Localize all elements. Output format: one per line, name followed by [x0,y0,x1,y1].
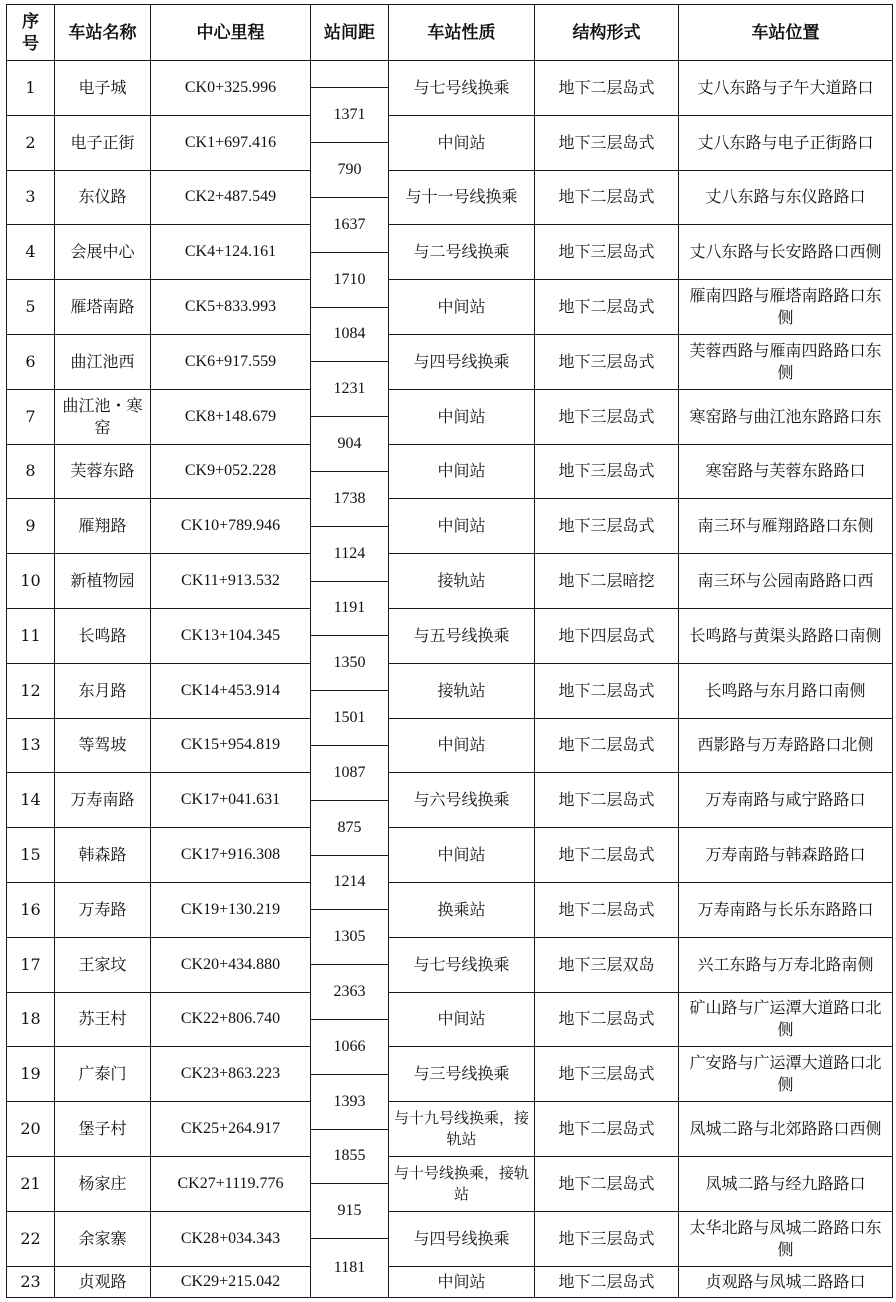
row-seq: 16 [6,882,55,938]
row-center-mileage: CK13+104.345 [150,608,311,664]
row-station-name: 雁翔路 [54,498,151,554]
row-center-mileage: CK14+453.914 [150,663,311,719]
row-station-name: 长鸣路 [54,608,151,664]
row-center-mileage: CK23+863.223 [150,1046,311,1102]
row-structure-form: 地下三层双岛 [534,937,679,993]
row-station-name: 东月路 [54,663,151,719]
row-station-nature: 换乘站 [388,882,535,938]
row-structure-form: 地下二层岛式 [534,279,679,335]
row-station-name: 电子正街 [54,115,151,171]
row-station-location: 寒窑路与曲江池东路路口东 [678,389,893,445]
row-station-distance: 1191 [310,581,389,637]
row-seq: 15 [6,827,55,883]
row-seq: 13 [6,718,55,774]
row-structure-form: 地下三层岛式 [534,115,679,171]
row-center-mileage: CK6+917.559 [150,334,311,390]
row-station-nature: 与四号线换乘 [388,334,535,390]
row-station-nature: 接轨站 [388,663,535,719]
row-station-distance: 1214 [310,855,389,911]
row-station-distance: 1738 [310,471,389,527]
row-station-location: 丈八东路与电子正街路口 [678,115,893,171]
row-station-location: 丈八东路与子午大道路口 [678,60,893,116]
row-center-mileage: CK19+130.219 [150,882,311,938]
row-station-name: 雁塔南路 [54,279,151,335]
row-station-distance: 1181 [310,1238,389,1298]
row-center-mileage: CK25+264.917 [150,1101,311,1157]
row-station-location: 万寿南路与韩森路路口 [678,827,893,883]
row-station-name: 万寿路 [54,882,151,938]
row-center-mileage: CK22+806.740 [150,992,311,1048]
row-structure-form: 地下二层岛式 [534,718,679,774]
row-station-name: 新植物园 [54,553,151,609]
row-station-distance: 1393 [310,1074,389,1130]
row-station-distance: 1855 [310,1129,389,1185]
row-station-nature: 中间站 [388,992,535,1048]
row-station-nature: 中间站 [388,444,535,500]
header-station-name: 车站名称 [54,4,151,61]
row-station-name: 王家坟 [54,937,151,993]
row-structure-form: 地下二层岛式 [534,772,679,828]
row-center-mileage: CK17+041.631 [150,772,311,828]
row-seq: 3 [6,170,55,226]
row-station-location: 贞观路与凤城二路路口 [678,1266,893,1298]
row-structure-form: 地下二层岛式 [534,170,679,226]
row-station-distance: 1087 [310,745,389,801]
row-seq: 22 [6,1211,55,1267]
row-seq: 23 [6,1266,55,1298]
row-station-name: 万寿南路 [54,772,151,828]
row-structure-form: 地下三层岛式 [534,1211,679,1267]
row-center-mileage: CK10+789.946 [150,498,311,554]
row-structure-form: 地下二层岛式 [534,1156,679,1212]
row-structure-form: 地下二层暗挖 [534,553,679,609]
row-station-location: 丈八东路与东仪路路口 [678,170,893,226]
row-station-nature: 与二号线换乘 [388,224,535,280]
row-center-mileage: CK9+052.228 [150,444,311,500]
row-seq: 2 [6,115,55,171]
row-station-nature: 中间站 [388,718,535,774]
row-station-name: 杨家庄 [54,1156,151,1212]
row-station-name: 贞观路 [54,1266,151,1298]
row-station-name: 广泰门 [54,1046,151,1102]
row-center-mileage: CK29+215.042 [150,1266,311,1298]
row-center-mileage: CK15+954.819 [150,718,311,774]
row-seq: 5 [6,279,55,335]
row-station-nature: 与四号线换乘 [388,1211,535,1267]
row-station-nature: 接轨站 [388,553,535,609]
row-station-nature: 与十一号线换乘 [388,170,535,226]
row-station-location: 万寿南路与咸宁路路口 [678,772,893,828]
row-station-location: 寒窑路与芙蓉东路路口 [678,444,893,500]
row-station-distance: 1710 [310,252,389,308]
row-structure-form: 地下四层岛式 [534,608,679,664]
row-station-location: 丈八东路与长安路路口西侧 [678,224,893,280]
row-center-mileage: CK0+325.996 [150,60,311,116]
row-station-nature: 与五号线换乘 [388,608,535,664]
row-seq: 21 [6,1156,55,1212]
row-station-location: 芙蓉西路与雁南四路路口东侧 [678,334,893,390]
row-seq: 12 [6,663,55,719]
row-station-location: 矿山路与广运潭大道路口北侧 [678,992,893,1048]
row-station-distance: 1124 [310,526,389,582]
row-station-location: 长鸣路与东月路口南侧 [678,663,893,719]
row-station-nature: 与六号线换乘 [388,772,535,828]
row-station-location: 凤城二路与经九路路口 [678,1156,893,1212]
row-station-nature: 中间站 [388,498,535,554]
row-station-location: 凤城二路与北郊路路口西侧 [678,1101,893,1157]
row-structure-form: 地下三层岛式 [534,1046,679,1102]
row-station-name: 余家寨 [54,1211,151,1267]
row-station-distance: 790 [310,142,389,198]
row-station-location: 长鸣路与黄渠头路路口南侧 [678,608,893,664]
row-station-distance: 1371 [310,87,389,143]
row-seq: 14 [6,772,55,828]
row-seq: 19 [6,1046,55,1102]
row-station-nature: 与十号线换乘，接轨站 [388,1156,535,1212]
row-station-nature: 与三号线换乘 [388,1046,535,1102]
row-station-distance: 1066 [310,1019,389,1075]
row-seq: 17 [6,937,55,993]
row-station-location: 太华北路与凤城二路路口东侧 [678,1211,893,1267]
row-structure-form: 地下三层岛式 [534,498,679,554]
row-center-mileage: CK17+916.308 [150,827,311,883]
row-center-mileage: CK8+148.679 [150,389,311,445]
row-station-nature: 与七号线换乘 [388,60,535,116]
row-station-distance: 904 [310,416,389,472]
row-structure-form: 地下三层岛式 [534,444,679,500]
row-center-mileage: CK27+1119.776 [150,1156,311,1212]
header-station-location: 车站位置 [678,4,893,61]
row-station-name: 东仪路 [54,170,151,226]
row-station-nature: 与七号线换乘 [388,937,535,993]
row-center-mileage: CK28+034.343 [150,1211,311,1267]
row-station-nature: 中间站 [388,279,535,335]
row-seq: 9 [6,498,55,554]
row-seq: 7 [6,389,55,445]
row-station-name: 韩森路 [54,827,151,883]
row-station-distance: 875 [310,800,389,856]
distance-blank [310,60,389,88]
row-station-nature: 与十九号线换乘，接轨站 [388,1101,535,1157]
row-station-name: 苏王村 [54,992,151,1048]
row-center-mileage: CK2+487.549 [150,170,311,226]
row-structure-form: 地下二层岛式 [534,882,679,938]
row-station-location: 广安路与广运潭大道路口北侧 [678,1046,893,1102]
row-structure-form: 地下二层岛式 [534,827,679,883]
row-center-mileage: CK11+913.532 [150,553,311,609]
row-center-mileage: CK5+833.993 [150,279,311,335]
row-seq: 4 [6,224,55,280]
row-station-distance: 1084 [310,307,389,363]
row-station-distance: 1305 [310,909,389,965]
row-station-name: 会展中心 [54,224,151,280]
row-seq: 11 [6,608,55,664]
row-station-location: 万寿南路与长乐东路路口 [678,882,893,938]
row-station-distance: 1637 [310,197,389,253]
row-station-location: 南三环与雁翔路路口东侧 [678,498,893,554]
row-seq: 18 [6,992,55,1048]
header-structure-form: 结构形式 [534,4,679,61]
row-structure-form: 地下二层岛式 [534,1101,679,1157]
row-station-nature: 中间站 [388,1266,535,1298]
row-seq: 6 [6,334,55,390]
row-center-mileage: CK1+697.416 [150,115,311,171]
row-station-location: 西影路与万寿路路口北侧 [678,718,893,774]
row-station-name: 曲江池・寒窑 [54,389,151,445]
row-structure-form: 地下三层岛式 [534,334,679,390]
row-seq: 1 [6,60,55,116]
row-structure-form: 地下二层岛式 [534,60,679,116]
row-station-nature: 中间站 [388,827,535,883]
header-station-distance: 站间距 [310,4,389,61]
row-seq: 8 [6,444,55,500]
row-station-distance: 915 [310,1183,389,1239]
header-station-nature: 车站性质 [388,4,535,61]
row-seq: 10 [6,553,55,609]
row-structure-form: 地下二层岛式 [534,992,679,1048]
row-structure-form: 地下二层岛式 [534,1266,679,1298]
row-structure-form: 地下三层岛式 [534,224,679,280]
row-station-distance: 1350 [310,635,389,691]
header-center-mileage: 中心里程 [150,4,311,61]
row-station-name: 电子城 [54,60,151,116]
row-station-name: 堡子村 [54,1101,151,1157]
row-station-distance: 1231 [310,361,389,417]
row-station-nature: 中间站 [388,389,535,445]
row-station-name: 等驾坡 [54,718,151,774]
row-station-location: 兴工东路与万寿北路南侧 [678,937,893,993]
row-structure-form: 地下二层岛式 [534,663,679,719]
row-structure-form: 地下三层岛式 [534,389,679,445]
row-station-nature: 中间站 [388,115,535,171]
row-seq: 20 [6,1101,55,1157]
row-center-mileage: CK4+124.161 [150,224,311,280]
row-station-name: 芙蓉东路 [54,444,151,500]
row-center-mileage: CK20+434.880 [150,937,311,993]
row-station-distance: 1501 [310,690,389,746]
header-seq: 序号 [6,4,55,61]
row-station-location: 南三环与公园南路路口西 [678,553,893,609]
row-station-name: 曲江池西 [54,334,151,390]
row-station-distance: 2363 [310,964,389,1020]
row-station-location: 雁南四路与雁塔南路路口东侧 [678,279,893,335]
